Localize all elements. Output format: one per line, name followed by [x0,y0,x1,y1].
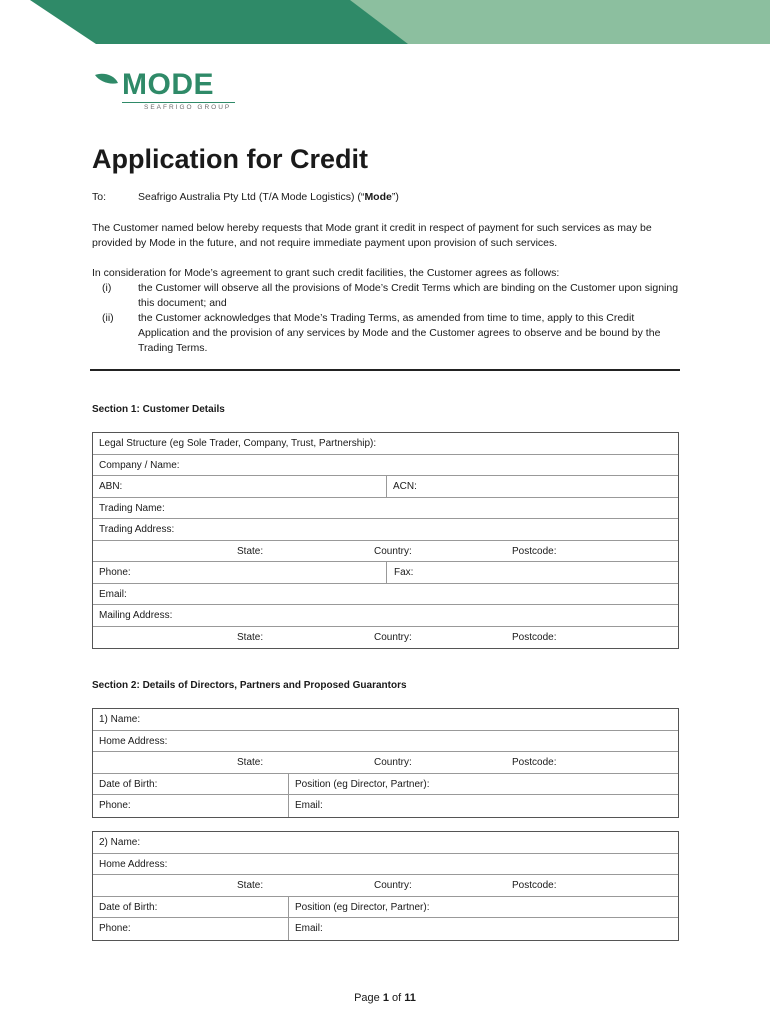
home-address-field[interactable] [93,854,678,876]
list-text: the Customer will observe all the provisions of Mode’s Credit Terms which are binding on the Customer upon signing this document; and [138,282,679,309]
country-label: Country: [374,631,412,643]
dob-label: Date of Birth: [99,778,158,790]
intro-paragraph: The Customer named below hereby requests that Mode grant it credit in respect of payment for such services as may be provided by Mode in the future, and not require immediate payment upon provision of such services. [92,222,652,249]
logo-divider [122,102,235,103]
trading-address-field[interactable] [93,519,678,541]
home-address-field[interactable] [93,731,678,753]
company-name-field[interactable] [93,455,678,477]
consideration-intro: In consideration for Mode’s agreement to grant such credit facilities, the Customer agrees as follows: [92,267,560,279]
list-number: (ii) [102,312,114,324]
trading-name-label: Trading Name: [99,502,165,514]
section-divider [90,369,680,371]
state-label: State: [237,757,264,768]
legal-structure-field[interactable] [93,433,678,455]
trading-name-field[interactable] [93,498,678,520]
mailing-location-row[interactable] [93,627,678,649]
state-label: State: [237,545,264,557]
home-location-row[interactable] [93,752,678,774]
phone-label: Phone: [99,800,131,811]
mailing-address-label: Mailing Address: [99,610,173,621]
addressee-bold: Mode [364,191,392,203]
addressee-suffix: ”) [391,191,399,203]
person-name-label: 1) Name: [99,714,141,725]
postcode-label: Postcode: [512,757,557,768]
state-label: State: [237,631,264,643]
page-total: 11 [404,992,416,1004]
leaf-icon [94,72,120,92]
postcode-label: Postcode: [512,880,557,891]
list-text: the Customer acknowledges that Mode’s Trading Terms, as amended from time to time, apply to this Credit Application and the provision of any services by Mode and the Customer agrees to observe and be bound by the Trading Terms. [138,312,661,354]
phone-email-row [93,918,678,940]
trading-address-label: Trading Address: [99,524,175,535]
section1-heading: Section 1: Customer Details [92,404,225,415]
phone-fax-row [93,562,678,584]
person-1-form [92,708,679,818]
column-divider [288,897,289,918]
country-label: Country: [374,545,412,557]
position-label: Position (eg Director, Partner): [295,901,430,913]
company-name-label: Company / Name: [99,459,180,471]
banner-dark-stripe [30,0,408,44]
logo-subtext: SEAFRIGO GROUP [144,104,232,111]
postcode-label: Postcode: [512,545,557,557]
home-address-label: Home Address: [99,858,168,870]
legal-structure-label: Legal Structure (eg Sole Trader, Company, Trust, Partnership): [99,438,377,449]
home-address-label: Home Address: [99,735,168,747]
fax-label: Fax: [394,567,414,578]
phone-label: Phone: [99,567,131,578]
country-label: Country: [374,757,412,768]
mode-logo [94,68,239,116]
of-word: of [392,992,402,1004]
trading-location-row[interactable] [93,541,678,563]
column-divider [288,918,289,940]
mailing-address-field[interactable] [93,605,678,627]
email-field[interactable] [93,584,678,606]
column-divider [386,476,387,497]
person-name-field[interactable] [93,832,678,854]
column-divider [386,562,387,583]
header-banner [0,0,770,44]
position-label: Position (eg Director, Partner): [295,778,430,790]
email-label: Email: [99,588,127,600]
email-label: Email: [295,923,323,934]
page-word: Page [354,992,380,1004]
dob-position-row [93,774,678,796]
customer-details-form [92,432,679,649]
page-number [0,992,770,1004]
country-label: Country: [374,880,412,891]
person-2-form [92,831,679,941]
person-name-label: 2) Name: [99,837,141,848]
abn-acn-row [93,476,678,498]
column-divider [288,774,289,795]
acn-label: ACN: [393,481,417,492]
list-number: (i) [102,282,112,294]
dob-label: Date of Birth: [99,901,158,913]
addressee-label: To: [92,191,107,203]
abn-label: ABN: [99,481,123,492]
page-title: Application for Credit [92,144,368,174]
postcode-label: Postcode: [512,631,557,643]
home-location-row[interactable] [93,875,678,897]
logo-wordmark: MODE [122,68,214,101]
addressee-value [138,191,399,203]
phone-label: Phone: [99,923,131,934]
addressee-prefix: Seafrigo Australia Pty Ltd (T/A Mode Logistics) (“ [138,191,365,203]
email-label: Email: [295,800,323,811]
dob-position-row [93,897,678,919]
section2-heading: Section 2: Details of Directors, Partners and Proposed Guarantors [92,680,407,691]
person-name-field[interactable] [93,709,678,731]
state-label: State: [237,880,264,891]
phone-email-row [93,795,678,817]
page-current: 1 [382,992,389,1004]
column-divider [288,795,289,817]
